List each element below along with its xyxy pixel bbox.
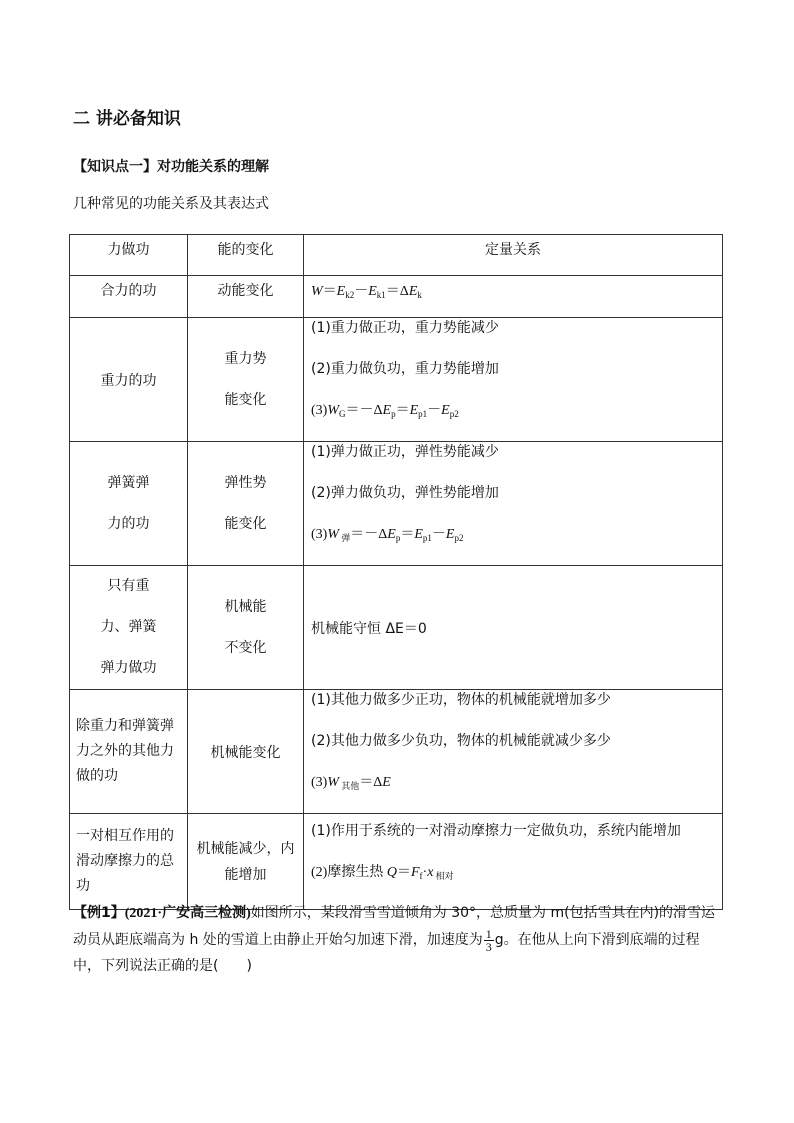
energy-text: 重力势 bbox=[224, 350, 267, 367]
relation-line: (2)其他力做多少负功，物体的机械能就减少多少 bbox=[311, 733, 611, 749]
table-row bbox=[70, 566, 723, 690]
force-cell bbox=[70, 318, 188, 442]
force-text: 合力的功 bbox=[100, 283, 157, 299]
knowledge-point-title: 【知识点一】对功能关系的理解 bbox=[73, 159, 269, 175]
work-energy-table bbox=[69, 234, 723, 910]
relation-cell bbox=[304, 690, 723, 814]
energy-text: 能变化 bbox=[224, 515, 267, 532]
section-title: 二 讲必备知识 bbox=[73, 109, 181, 129]
relation-cell bbox=[304, 814, 723, 910]
energy-text: 机械能变化 bbox=[210, 744, 281, 761]
force-text: 重力的功 bbox=[100, 372, 157, 389]
energy-text: 机械能 bbox=[224, 598, 267, 615]
fraction bbox=[484, 928, 494, 953]
energy-text: 不变化 bbox=[224, 639, 267, 656]
relation-cell bbox=[304, 566, 723, 690]
example-tag: 【例1】 bbox=[73, 905, 125, 921]
relation-line: (1)重力做正功，重力势能减少 bbox=[311, 320, 499, 336]
relation-line: (1)作用于系统的一对滑动摩擦力一定做负功，系统内能增加 bbox=[311, 822, 681, 839]
energy-cell bbox=[188, 690, 304, 814]
example-text-2: g。在他从上向下滑到底端的过程中，下列说法正确的是( ) bbox=[73, 932, 700, 974]
example-source: (2021·广安高三检测) bbox=[124, 906, 251, 921]
energy-cell bbox=[188, 276, 304, 318]
relation-line: (1)其他力做多少正功，物体的机械能就增加多少 bbox=[311, 692, 611, 708]
force-text: 力之外的其他力 bbox=[76, 743, 174, 759]
energy-text: 动能变化 bbox=[217, 283, 274, 299]
header-force-work: 力做功 bbox=[70, 235, 188, 276]
relation-cell bbox=[304, 276, 723, 318]
relation-line: $(3)W_G=-\Delta E_p=E_{p1}-E_{p2}$ bbox=[311, 403, 459, 419]
force-text: 弹簧弹 bbox=[107, 474, 150, 491]
force-text: 力的功 bbox=[107, 515, 150, 532]
table-header-row bbox=[70, 235, 723, 276]
force-text: 只有重 bbox=[107, 578, 150, 594]
force-text: 除重力和弹簧弹 bbox=[76, 718, 174, 734]
table-row bbox=[70, 442, 723, 566]
table-row bbox=[70, 690, 723, 814]
header-quantitative-relation: 定量关系 bbox=[304, 235, 723, 276]
energy-cell bbox=[188, 442, 304, 566]
force-text: 功 bbox=[76, 878, 90, 894]
force-cell bbox=[70, 276, 188, 318]
relation-cell bbox=[304, 318, 723, 442]
table-row bbox=[70, 276, 723, 318]
force-cell bbox=[70, 566, 188, 690]
energy-text: 机械能减少，内 bbox=[196, 840, 295, 857]
fraction-denominator: 3 bbox=[485, 939, 492, 954]
relation-line: 机械能守恒 ΔE＝0 bbox=[311, 620, 427, 637]
force-cell bbox=[70, 814, 188, 910]
relation-line: (1)弹力做正功，弹性势能减少 bbox=[311, 444, 499, 460]
header-energy-change: 能的变化 bbox=[188, 235, 304, 276]
relation-cell bbox=[304, 442, 723, 566]
force-text: 弹力做功 bbox=[100, 660, 157, 676]
relation-line: (2)重力做负功，重力势能增加 bbox=[311, 361, 499, 377]
force-cell bbox=[70, 690, 188, 814]
fraction-numerator: 1 bbox=[485, 926, 492, 941]
example-text-1: 如图所示，某段滑雪雪道倾角为 30°，总质量为 m(包括雪具在内)的滑雪运动员从距底端高为 h 处的雪道上由静止开始匀加速下滑，加速度为 bbox=[73, 905, 716, 948]
relation-line: (2)弹力做负功，弹性势能增加 bbox=[311, 485, 499, 501]
force-cell bbox=[70, 442, 188, 566]
energy-text: 能增加 bbox=[224, 866, 267, 883]
table-intro: 几种常见的功能关系及其表达式 bbox=[73, 196, 269, 212]
force-text: 力、弹簧 bbox=[100, 619, 157, 635]
example-1 bbox=[73, 900, 725, 979]
energy-cell bbox=[188, 566, 304, 690]
relation-formula: $W=E_{k2}-E_{k1}=\Delta E_k$ bbox=[311, 284, 422, 300]
relation-line: (3)W $_弹=-\Delta E_p=E_{p1}-E_{p2}$ bbox=[311, 527, 464, 543]
relation-line: (2)摩擦生热 $Q=F_f\cdot x$ $_{相对}$ bbox=[311, 864, 454, 881]
force-text: 一对相互作用的 bbox=[76, 828, 174, 844]
energy-cell bbox=[188, 318, 304, 442]
table-row bbox=[70, 318, 723, 442]
energy-text: 弹性势 bbox=[224, 474, 267, 491]
force-text: 滑动摩擦力的总 bbox=[76, 853, 174, 869]
relation-line: (3)W $_{其他}$＝ΔE bbox=[311, 775, 391, 791]
energy-text: 能变化 bbox=[224, 391, 267, 408]
energy-cell bbox=[188, 814, 304, 910]
force-text: 做的功 bbox=[76, 768, 118, 784]
table-row bbox=[70, 814, 723, 910]
